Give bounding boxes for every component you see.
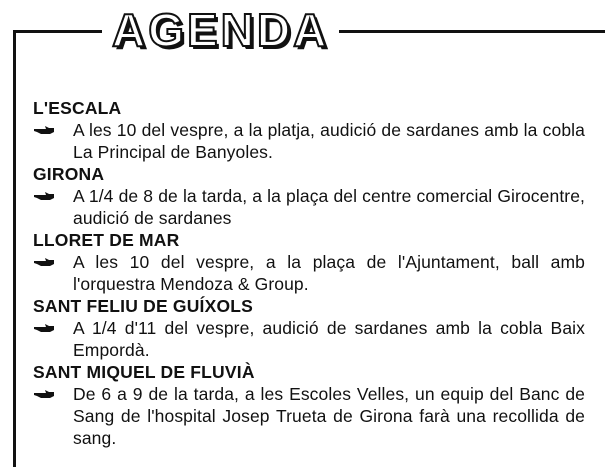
town-heading: SANT FELIU DE GUÍXOLS xyxy=(33,296,254,316)
pointing-hand-icon xyxy=(33,119,73,141)
title-box xyxy=(102,4,339,56)
pointing-hand-icon xyxy=(33,317,73,339)
event-description: A 1/4 d'11 del vespre, audició de sardanes amb la cobla Baix Empordà. xyxy=(73,318,585,360)
agenda-entry xyxy=(33,163,593,229)
town-heading: SANT MIQUEL DE FLUVIÀ xyxy=(33,362,255,382)
agenda-entry xyxy=(33,295,593,361)
event-description: A 1/4 de 8 de la tarda, a la plaça del centre comercial Girocentre, audició de sardanes xyxy=(73,186,585,228)
event-description: De 6 a 9 de la tarda, a les Escoles Velles, un equip del Banc de Sang de l'hospital Josep Trueta de Girona farà una recollida de sang. xyxy=(73,384,585,448)
pointing-hand-icon xyxy=(33,383,73,405)
town-heading: GIRONA xyxy=(33,164,105,184)
event-row xyxy=(33,251,593,295)
agenda-entry xyxy=(33,229,593,295)
town-heading: LLORET DE MAR xyxy=(33,230,180,250)
town-heading: L'ESCALA xyxy=(33,98,122,118)
pointing-hand-icon xyxy=(33,251,73,273)
event-row xyxy=(33,383,593,449)
event-row xyxy=(33,119,593,163)
event-description: A les 10 del vespre, a la plaça de l'Ajuntament, ball amb l'orquestra Mendoza & Group. xyxy=(73,252,585,294)
pointing-hand-icon xyxy=(33,185,73,207)
agenda-list xyxy=(33,97,593,449)
event-row xyxy=(33,317,593,361)
event-row xyxy=(33,185,593,229)
event-description: A les 10 del vespre, a la platja, audició de sardanes amb la cobla La Principal de Banyoles. xyxy=(73,120,585,162)
agenda-entry xyxy=(33,97,593,163)
agenda-entry xyxy=(33,361,593,449)
page-title: AGENDA xyxy=(112,4,330,56)
